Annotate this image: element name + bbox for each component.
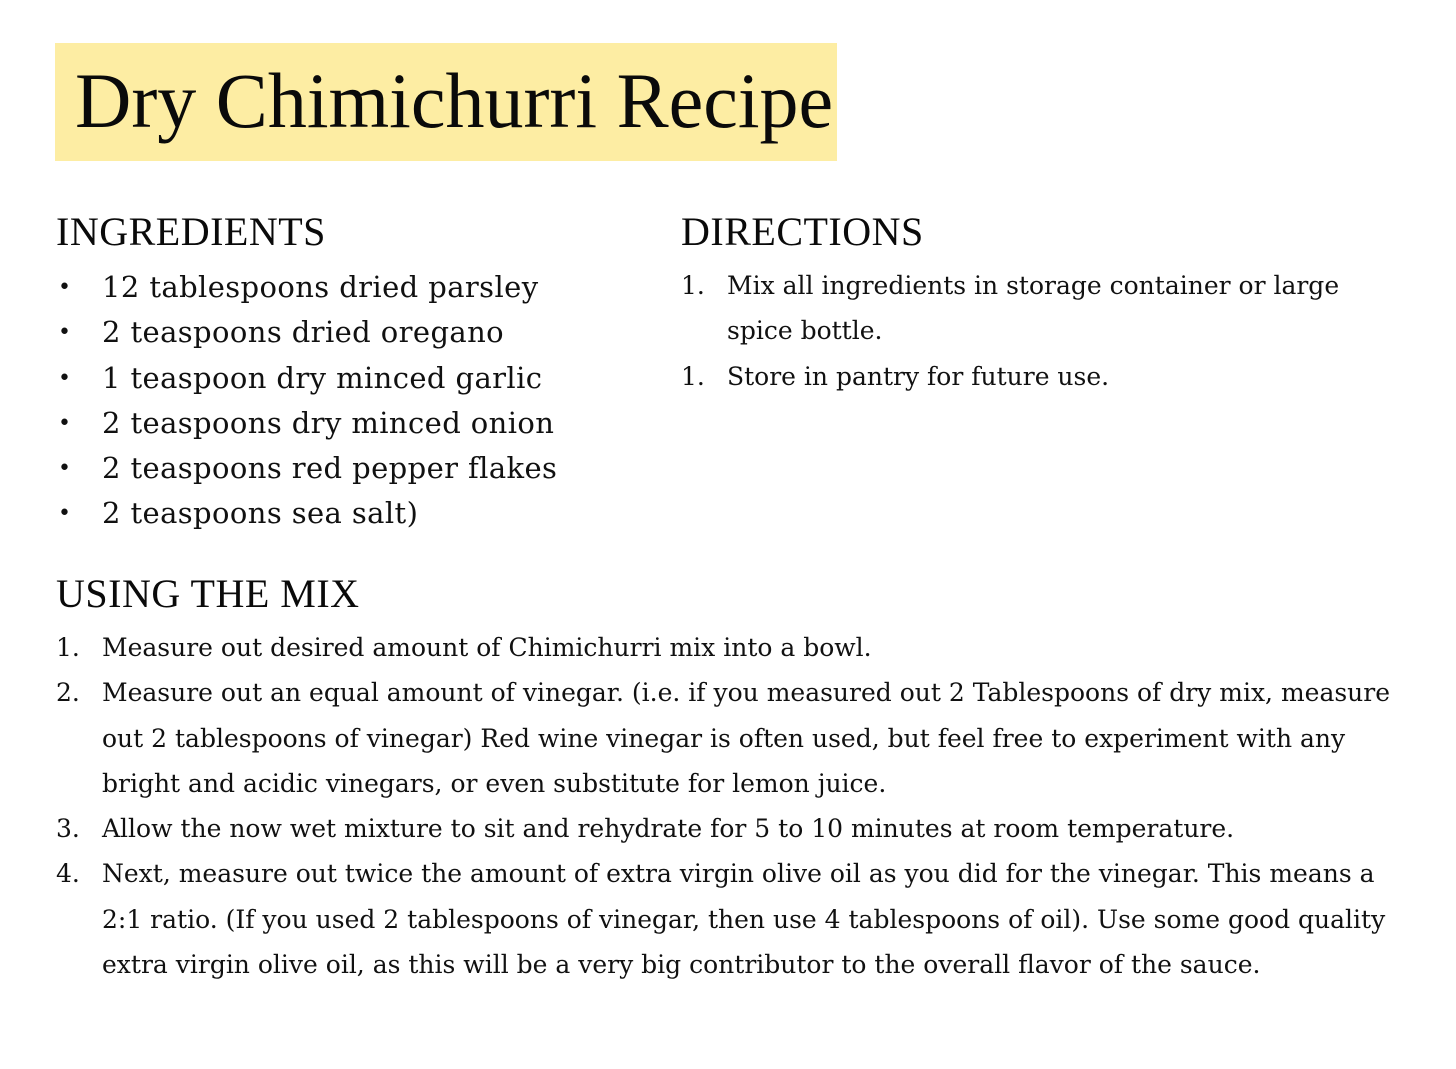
usage-step (56, 806, 1401, 851)
bullet-icon: • (58, 365, 72, 391)
step-number: 1. (681, 271, 705, 300)
ingredient-text: 1 teaspoon dry minced garlic (102, 360, 543, 395)
ingredient-text: 2 teaspoons red pepper flakes (102, 451, 558, 486)
directions-list (681, 263, 1411, 399)
ingredient-item (56, 401, 557, 446)
bullet-icon: • (58, 410, 72, 436)
ingredient-text: 2 teaspoons sea salt) (102, 496, 419, 531)
page-title: Dry Chimichurri Recipe (75, 57, 834, 144)
step-number: 4. (56, 859, 80, 889)
step-text: Store in pantry for future use. (727, 361, 1110, 391)
ingredients-heading: INGREDIENTS (56, 209, 326, 254)
ingredient-text: 2 teaspoons dried oregano (102, 315, 505, 350)
step-text: Allow the now wet mixture to sit and rehydrate for 5 to 10 minutes at room temperature. (102, 814, 1235, 844)
using-the-mix-heading: USING THE MIX (56, 571, 360, 616)
step-number: 1. (56, 633, 80, 662)
directions-heading: DIRECTIONS (681, 209, 924, 254)
bullet-icon: • (58, 456, 72, 482)
ingredients-list (56, 265, 557, 537)
using-the-mix-list (56, 625, 1401, 987)
step-text: Measure out desired amount of Chimichurri mix into a bowl. (102, 633, 872, 662)
ingredient-item (56, 310, 557, 355)
usage-step (56, 851, 1401, 987)
title-banner (55, 43, 837, 161)
ingredient-item (56, 446, 557, 491)
direction-step (681, 354, 1411, 399)
usage-step (56, 670, 1401, 806)
ingredient-item (56, 356, 557, 401)
ingredient-item (56, 265, 557, 310)
ingredient-text: 2 teaspoons dry minced onion (102, 405, 555, 440)
step-text: Next, measure out twice the amount of extra virgin olive oil as you did for the vinegar. This means a 2:1 ratio. (If you used 2 tablespoons of vinegar, then use 4 tablespoons of oil). Use some good quality extra virgin olive oil, as this will be a very big contributor to the overall flavor of the sauce. (102, 859, 1386, 980)
usage-step (56, 625, 1401, 670)
step-number: 2. (56, 678, 80, 708)
ingredient-item (56, 491, 557, 536)
step-text: Mix all ingredients in storage container or large spice bottle. (727, 271, 1340, 346)
step-number: 1. (681, 361, 705, 391)
ingredient-text: 12 tablespoons dried parsley (102, 270, 539, 304)
step-text: Measure out an equal amount of vinegar. (i.e. if you measured out 2 Tablespoons of dry mix, measure out 2 tablespoons of vinegar) Red wine vinegar is often used, but feel free to experiment with any bright and acidic vinegars, or even substitute for lemon juice. (102, 678, 1391, 798)
bullet-icon: • (58, 275, 72, 300)
bullet-icon: • (58, 501, 72, 527)
step-number: 3. (56, 814, 80, 844)
direction-step (681, 263, 1411, 354)
bullet-icon: • (58, 320, 72, 346)
